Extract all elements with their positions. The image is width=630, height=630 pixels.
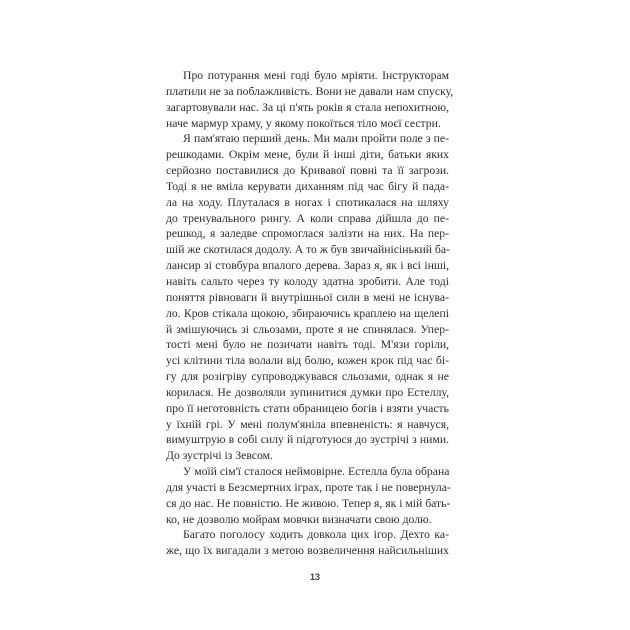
text-line: наче мармур храму, у якому покоїться тіло моєї сестри. xyxy=(166,116,441,130)
text-line: поняття рівноваги й внутрішньої сили в мені не існува- xyxy=(166,290,449,304)
text-line: навіть сальто через ту колоду здатна зробити. Але тоді xyxy=(166,274,449,288)
text-line: серйозно поставилися до Кривавої повні та її загрози. xyxy=(166,164,449,178)
text-line: У моїй сім'ї сталося неймовірне. Естелла була обрана xyxy=(183,465,450,479)
text-line: решкодами. Окрім мене, були й інші діти, батьки яких xyxy=(166,148,449,162)
text-line: платили не за поблажливість. Вони не давали нам спуску, xyxy=(166,84,454,98)
text-line: ся до нас. Не повністю. Не живою. Тепер я, як і мій бать- xyxy=(166,496,451,510)
text-line: ла на ходу. Плуталася в ногах і спотикалася на шляху xyxy=(166,195,449,209)
text-line: корилася. Не дозволяли зупинитися думки про Естеллу, xyxy=(166,385,449,399)
text-line: ко, не дозволю мойрам мовчки визначати свою долю. xyxy=(166,512,432,526)
text-line: гу для розігріву супроводжувався сльозами, однак я не xyxy=(166,370,449,384)
text-line: тості мені було не позичати навіть тоді. М'язи горіли, xyxy=(166,338,449,352)
paragraph xyxy=(166,527,449,559)
body-text xyxy=(166,68,454,559)
text-line: ло. Кров стікала щокою, збираючись краплею на щелепі xyxy=(166,306,449,320)
text-line: усі клітини тіла волали від болю, кожен крок під час бі- xyxy=(166,354,449,368)
text-line: шій же скотилася додолу. А то ж був звичайнісінький ба- xyxy=(166,243,450,257)
page-number: 13 xyxy=(309,572,320,582)
paragraph xyxy=(166,464,449,527)
paragraph xyxy=(166,68,454,131)
text-line: до тренувального рингу. А коли справа дійшла до пе- xyxy=(166,211,449,225)
text-line: загартовували нас. За ці п'ять років я стала непохитною, xyxy=(166,100,449,114)
text-line: Про потурання мені годі було мріяти. Інструкторам xyxy=(183,69,449,82)
text-line: вимуштрую в собі силу й підготуюся до зустрічі з ними. xyxy=(166,433,449,447)
paragraph xyxy=(166,131,449,464)
text-line: Я пам'ятаю перший день. Ми мали пройти поле з пе- xyxy=(183,132,449,146)
text-line: у їхній грі. У мені полум'яніла впевненість: я навчуся, xyxy=(166,417,449,431)
text-line: же, що їх вигадали з метою возвеличення найсильніших xyxy=(166,544,449,558)
text-line: лансир зі стовбура впалого дерева. Зараз я, як і всі інші, xyxy=(166,259,449,273)
text-line: Тоді я не вміла керувати диханням під час бігу й пада- xyxy=(166,179,449,193)
text-line: про її неготовність стати обраницею богів і взяти участь xyxy=(166,401,449,415)
text-line: До зустрічі із Зевсом. xyxy=(166,449,273,463)
text-line: Багато поголосу ходить довкола цих ігор. Дехто ка- xyxy=(183,528,449,542)
text-line: й змішуючись зі сльозами, проте я не спинялася. Упер- xyxy=(166,322,449,336)
text-line: решкод, я заледве спромоглася залізти на них. На пер- xyxy=(166,227,449,241)
text-line: для участі в Безсмертних іграх, проте так і не повернула- xyxy=(166,480,451,494)
